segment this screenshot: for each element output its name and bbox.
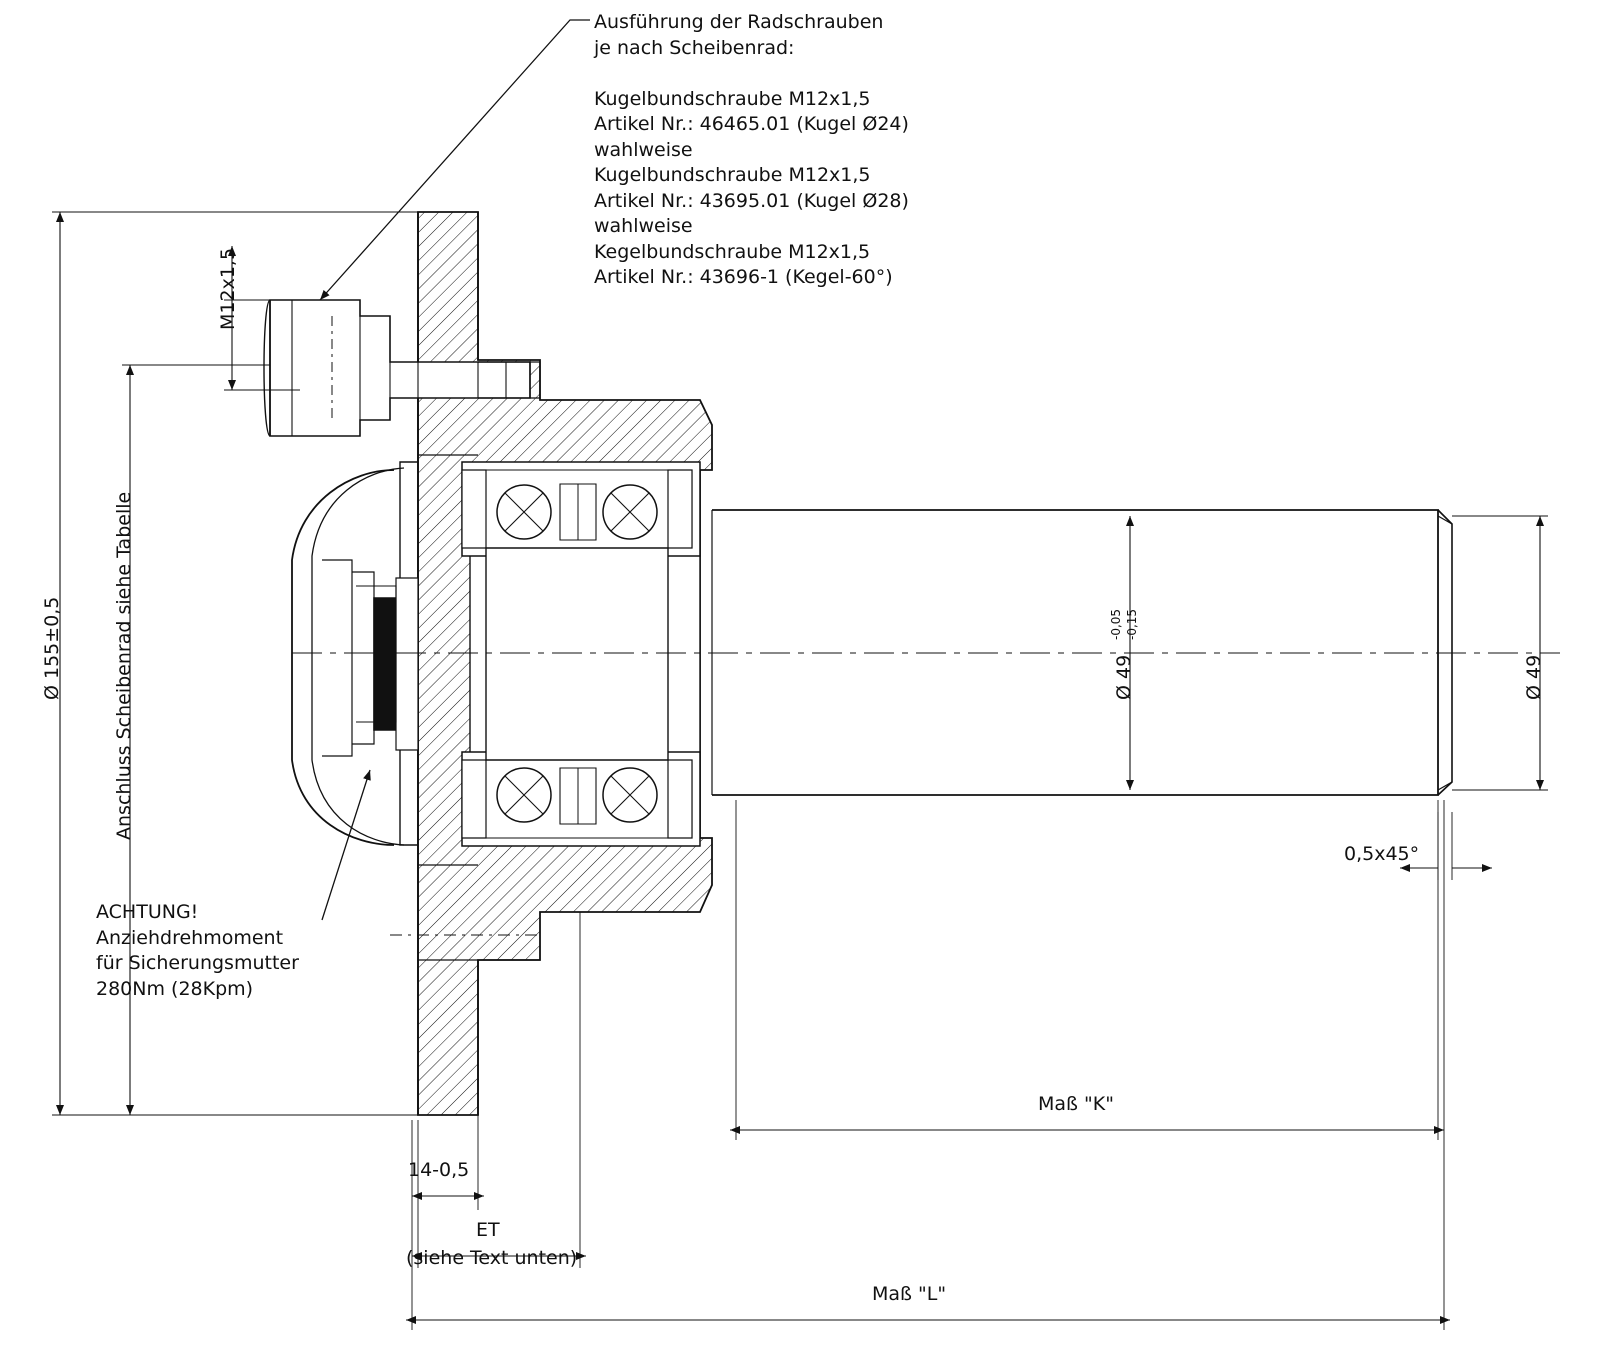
- dim-measure-k: Maß "K": [1038, 1093, 1114, 1115]
- dim-shaft-tolerance-lower: -0,15: [1125, 608, 1139, 640]
- dim-shaft-tolerance-upper: -0,05: [1109, 608, 1123, 640]
- dim-flange-thickness: 14-0,5: [408, 1159, 470, 1181]
- dim-measure-l: Maß "L": [872, 1283, 947, 1305]
- dim-shaft-diameter-right: Ø 49: [1523, 654, 1545, 700]
- dim-chamfer: 0,5x45°: [1344, 843, 1420, 865]
- dim-et-sub: (siehe Text unten): [406, 1247, 578, 1269]
- dim-flange-diameter: Ø 155±0,5: [41, 596, 63, 700]
- dim-shaft-diameter-toleranced: Ø 49: [1113, 654, 1135, 700]
- dim-thread-m12: M12x1,5: [217, 247, 239, 330]
- wheel-bolt-note: Ausführung der Radschrauben je nach Scheibenrad: Kugelbundschraube M12x1,5 Artikel Nr.: 46465.01 (Kugel Ø24) wahlweise Kugelbundschraube M12x1,5 Artikel Nr.: 43695.01 (Kugel Ø28) wahlweise Kegelbundschraube M12x1,5 Artikel Nr.: 43696-1 (Kegel-60°): [594, 11, 909, 288]
- torque-warning-note: ACHTUNG! Anziehdrehmoment für Sicherungsmutter 280Nm (28Kpm): [96, 901, 299, 1000]
- dim-et-label: ET: [476, 1219, 500, 1241]
- dim-flange-note: Anschluss Scheibenrad siehe Tabelle: [113, 491, 135, 840]
